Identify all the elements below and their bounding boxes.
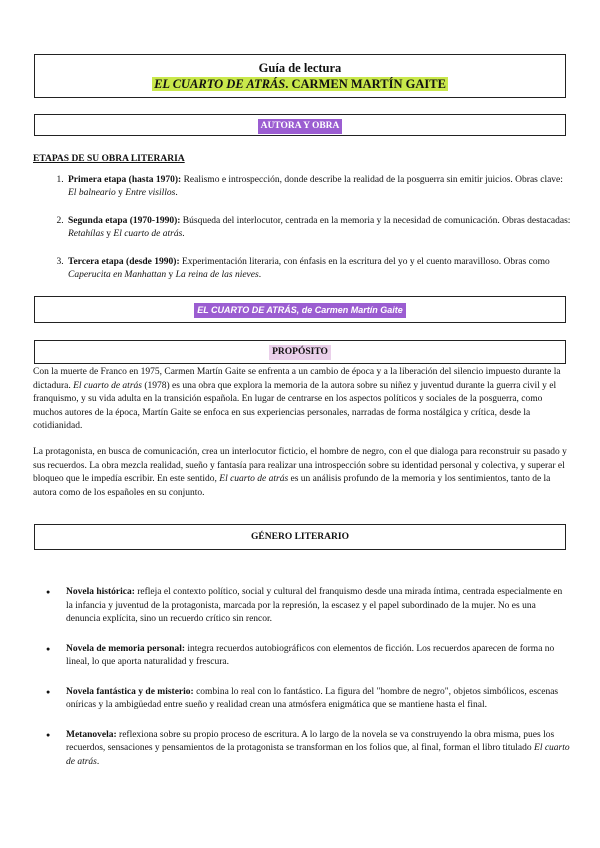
section-genre-heading: GÉNERO LITERARIO	[251, 532, 349, 542]
title-box	[34, 54, 566, 98]
purpose-paragraph-1: Con la muerte de Franco en 1975, Carmen Martín Gaite se enfrenta a un cambio de época y a la liberación del silencio impuesto durante la dictadura. El cuarto de atrás (1978) es una obra que explora la memoria de la autora sobre su niñez y juventud durante la guerra civil y el franquismo, y su vida adulta en la transición española. En lugar de centrarse en los aspectos políticos y sociales de la posguerra, como muchos autores de la época, Martín Gaite se enfoca en sus experiencias personales, narradas de forma nostálgica y crítica, desde la cotidianidad.	[33, 367, 561, 431]
section-work-box	[34, 296, 566, 323]
section-author-box	[34, 114, 566, 136]
section-genre-box	[34, 524, 566, 550]
stage-item: 1. Primera etapa (hasta 1970): Realismo e introspección, donde describe la realidad de la posguerra sin emitir juicios. Obras clave: El balneario y Entre visillos.	[66, 174, 571, 200]
work-title: EL CUARTO DE ATRÁS	[154, 77, 286, 91]
purpose-paragraph-2: La protagonista, en busca de comunicación, crea un interlocutor ficticio, el hombre de negro, con el que dialoga para reconstruir su pasado y sus recuerdos. La obra mezcla realidad, sueño y fantasía para realizar una introspección sobre su identidad personal y colectiva, y superar el bloqueo que le impedía escribir. En este sentido, El cuarto de atrás es un análisis profundo de la memoria y los sentimientos, tanto de la autora como de los españoles en su conjunto.	[33, 447, 567, 498]
author-name: . CARMEN MARTÍN GAITE	[285, 77, 446, 91]
genre-item: ● Novela de memoria personal: integra recuerdos autobiográficos con elementos de ficción. Los recuerdos aparecen de forma no lineal, lo que aporta naturalidad y frescura.	[66, 643, 571, 670]
stages-list	[46, 174, 571, 297]
section-purpose-heading: PROPÓSITO	[269, 345, 331, 360]
stage-item: 3. Tercera etapa (desde 1990): Experimentación literaria, con énfasis en la escritura del yo y el cuento maravilloso. Obras como Caperucita en Manhattan y La reina de las nieves.	[66, 256, 571, 282]
stages-title: ETAPAS DE SU OBRA LITERARIA	[33, 154, 185, 164]
doc-subtitle	[152, 77, 448, 91]
genre-item: ● Metanovela: reflexiona sobre su propio proceso de escritura. A lo largo de la novela se va construyendo la obra misma, pues los recuerdos, sensaciones y pensamientos de la protagonista se transforman en los folios que, al final, forman el libro titulado El cuarto de atrás.	[66, 729, 571, 770]
genre-item: ● Novela histórica: refleja el contexto político, social y cultural del franquismo desde una mirada íntima, centrada especialmente en la infancia y juventud de la protagonista, marcada por la represión, la escasez y el papel subordinado de la mujer. No es una denuncia explícita, sino un recuerdo crítico sin rencor.	[66, 586, 571, 627]
section-author-heading: AUTORA Y OBRA	[258, 119, 343, 134]
stage-item: 2. Segunda etapa (1970-1990): Búsqueda del interlocutor, centrada en la memoria y la necesidad de comunicación. Obras destacadas: Retahílas y El cuarto de atrás.	[66, 215, 571, 241]
genre-item: ● Novela fantástica y de misterio: combina lo real con lo fantástico. La figura del "hombre de negro", objetos simbólicos, escenas oníricas y la ambigüedad entre sueño y realidad crean una atmósfera enigmática que se mantiene hasta el final.	[66, 686, 571, 713]
doc-title: Guía de lectura	[258, 61, 342, 75]
genre-list	[46, 586, 571, 785]
section-work-heading: EL CUARTO DE ATRÁS, de Carmen Martín Gaite	[194, 303, 406, 318]
section-purpose-box	[34, 340, 566, 364]
